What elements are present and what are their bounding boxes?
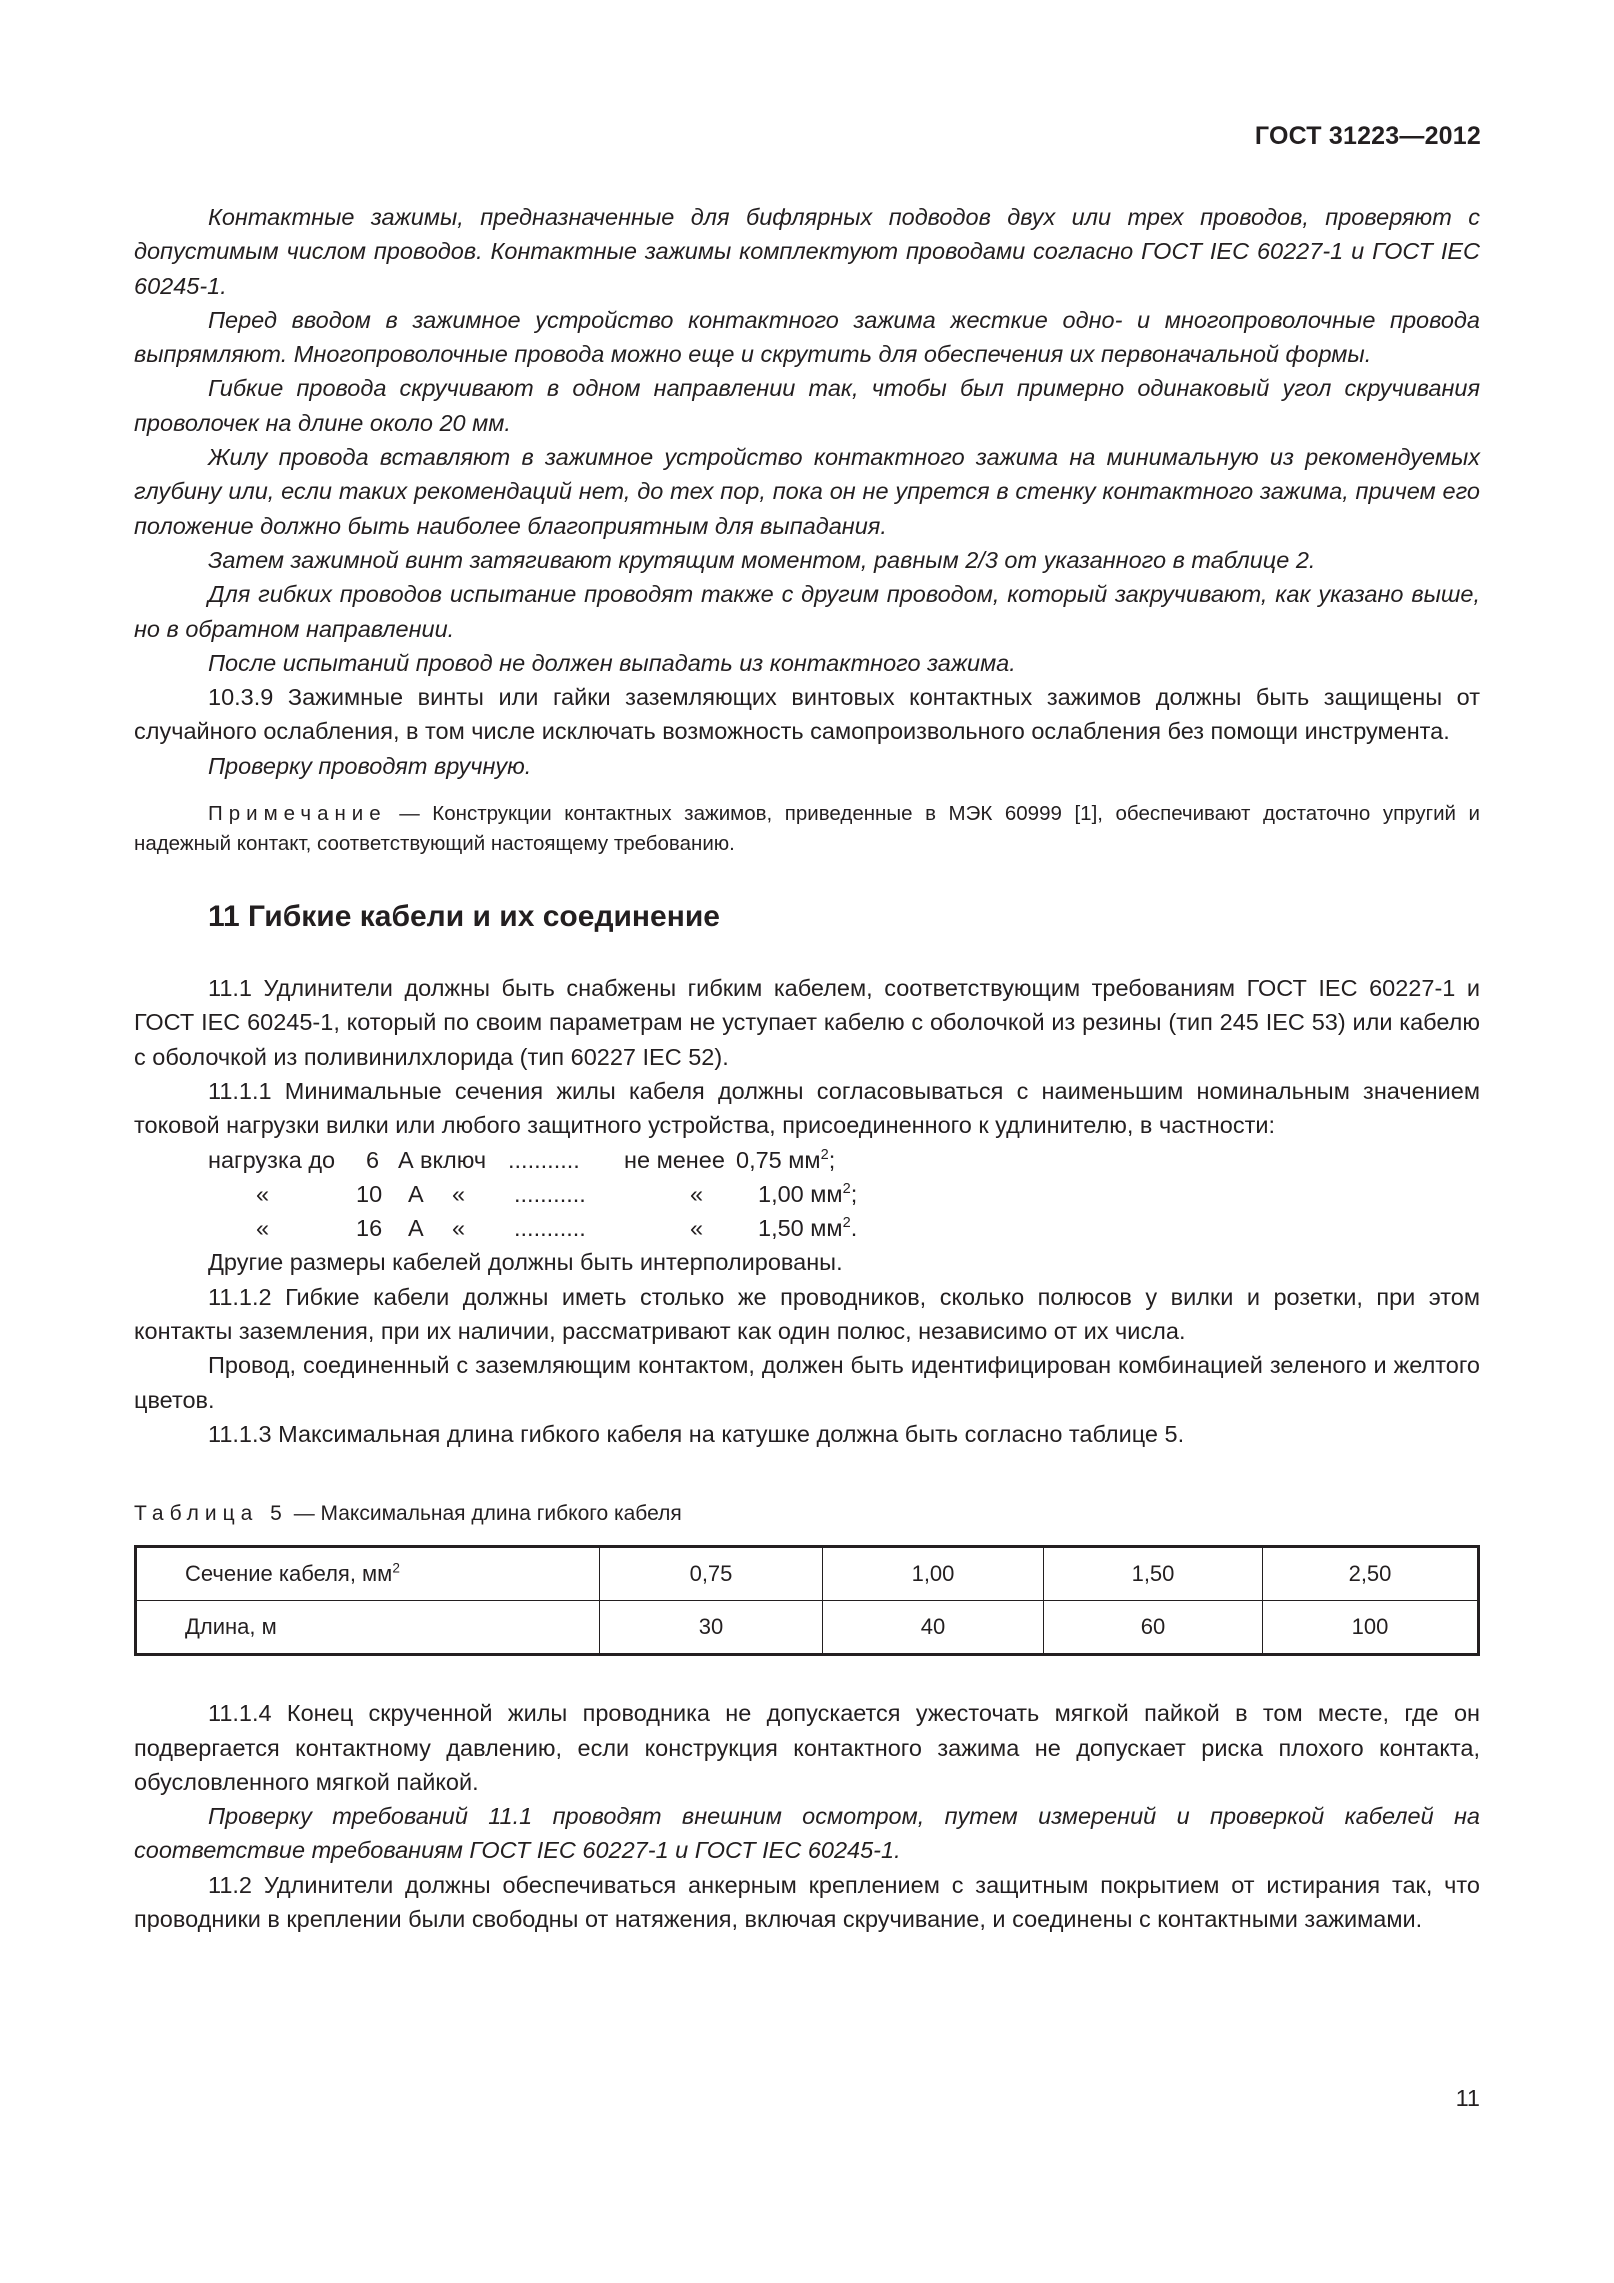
table-row xyxy=(136,1547,1479,1601)
standard-header: ГОСТ 31223—2012 xyxy=(1254,122,1481,150)
section-title: 11 Гибкие кабели и их соединение xyxy=(208,900,720,934)
clause-11-2: 11.2 Удлинители должны обеспечиваться анкерным креплением с защитным покрытием от истирания так, что проводники в креплении были свободны от натяжения, включая скручивание, и соединены с контактными зажимами. xyxy=(134,1871,1480,1932)
paragraph: Перед вводом в зажимное устройство контактного зажима жесткие одно- и многопроволочные провода выпрямляют. Многопроволочные провода можно еще и скрутить для обеспечения их первоначальной формы. xyxy=(134,306,1480,368)
paragraph: Проверку проводят вручную. xyxy=(208,752,532,779)
table-caption: Таблица 5 — Максимальная длина гибкого кабеля xyxy=(134,1502,682,1526)
paragraph: Контактные зажимы, предназначенные для бифлярных подводов двух или трех проводов, проверяют с допустимым числом проводов. Контактные зажимы комплектуют проводами согласно ГОСТ IEC 60227-1 и ГОСТ IEC 60245-1. xyxy=(134,204,1480,299)
paragraph: Затем зажимной винт затягивают крутящим моментом, равным 2/3 от указанного в таблице 2. xyxy=(208,546,1316,573)
table-cell: 1,50 xyxy=(1044,1547,1263,1601)
table-row xyxy=(136,1601,1479,1655)
table-cell: 100 xyxy=(1263,1601,1479,1655)
table-5 xyxy=(134,1545,1480,1656)
paragraph: Жилу провода вставляют в зажимное устройство контактного зажима на минимальную из рекомендуемых глубину или, если таких рекомендаций нет, до тех пор, пока он не упрется в стенку контактного зажима, причем его положение должно быть наиболее благоприятным для выпадания. xyxy=(134,444,1480,539)
paragraph: Провод, соединенный с заземляющим контактом, должен быть идентифицирован комбинацией зеленого и желтого цветов. xyxy=(134,1352,1480,1413)
clause-11-1: 11.1 Удлинители должны быть снабжены гибким кабелем, соответствующим требованиям ГОСТ IEC 60227-1 и ГОСТ IEC 60245-1, который по своим параметрам не уступает кабелю с оболочкой из резины (тип 245 IEC 53) или кабелю с оболочкой из поливинилхлорида (тип 60227 IEC 52). xyxy=(134,975,1480,1070)
clause-11-1-2: 11.1.2 Гибкие кабели должны иметь столько же проводников, сколько полюсов у вилки и розетки, при этом контакты заземления, при их наличии, рассматривают как один полюс, независимо от их числа. xyxy=(134,1283,1480,1345)
load-list-item: « 10 А « ........... « 1,00 $мм^2$; xyxy=(256,1180,858,1207)
table-cell: 0,75 xyxy=(600,1547,823,1601)
note xyxy=(134,799,1480,859)
paragraph: Гибкие провода скручивают в одном направлении так, чтобы был примерно одинаковый угол скручивания проволочек на длине около 20 мм. xyxy=(134,375,1480,436)
clause-11-1-3: 11.1.3 Максимальная длина гибкого кабеля на катушке должна быть согласно таблице 5. xyxy=(208,1420,1185,1447)
paragraph: Другие размеры кабелей должны быть интерполированы. xyxy=(208,1249,843,1276)
table-cell: 30 xyxy=(600,1601,823,1655)
clause-11-1-4: 11.1.4 Конец скрученной жилы проводника не допускается ужесточать мягкой пайкой в том месте, где он подвергается контактному давлению, если конструкция контактного зажима не допускает риска плохого контакта, обусловленного мягкой пайкой. xyxy=(134,1700,1480,1795)
clause-10-3-9: 10.3.9 Зажимные винты или гайки заземляющих винтовых контактных зажимов должны быть защищены от случайного ослабления, в том числе исключать возможность самопроизвольного ослабления без помощи инструмента. xyxy=(134,684,1480,745)
note-text: — Конструкции контактных зажимов, приведенные в МЭК 60999 [1], обеспечивают достаточно упругий и надежный контакт, соответствующий настоящему требованию. xyxy=(134,802,1480,856)
row-header: Длина, м xyxy=(136,1601,600,1655)
table-cell: 1,00 xyxy=(823,1547,1044,1601)
paragraph: Для гибких проводов испытание проводят также с другим проводом, который закручивают, как указано выше, но в обратном направлении. xyxy=(134,581,1480,642)
row-header: Сечение кабеля, $мм^2$ xyxy=(136,1547,600,1601)
clause-11-1-1: 11.1.1 Минимальные сечения жилы кабеля должны согласовываться с наименьшим номинальным значением токовой нагрузки вилки или любого защитного устройства, присоединенного к удлинителю, в частности: xyxy=(134,1077,1480,1139)
note-label: Примечание xyxy=(208,802,387,826)
page-number: 11 xyxy=(1455,2085,1480,2111)
load-list-item: нагрузка до 6 А включ ........... не менее 0,75 $мм^2$; xyxy=(208,1146,836,1173)
table-cell: 2,50 xyxy=(1263,1547,1479,1601)
paragraph: Проверку требований 11.1 проводят внешним осмотром, путем измерений и проверкой кабелей на соответствие требованиям ГОСТ IEC 60227-1 и ГОСТ IEC 60245-1. xyxy=(134,1803,1480,1864)
load-list-item: « 16 А « ........... « 1,50 $мм^2$. xyxy=(256,1215,858,1242)
page-content xyxy=(134,200,1480,1936)
paragraph: После испытаний провод не должен выпадать из контактного зажима. xyxy=(208,649,1016,676)
table-cell: 60 xyxy=(1044,1601,1263,1655)
table-cell: 40 xyxy=(823,1601,1044,1655)
load-list xyxy=(208,1143,1480,1246)
